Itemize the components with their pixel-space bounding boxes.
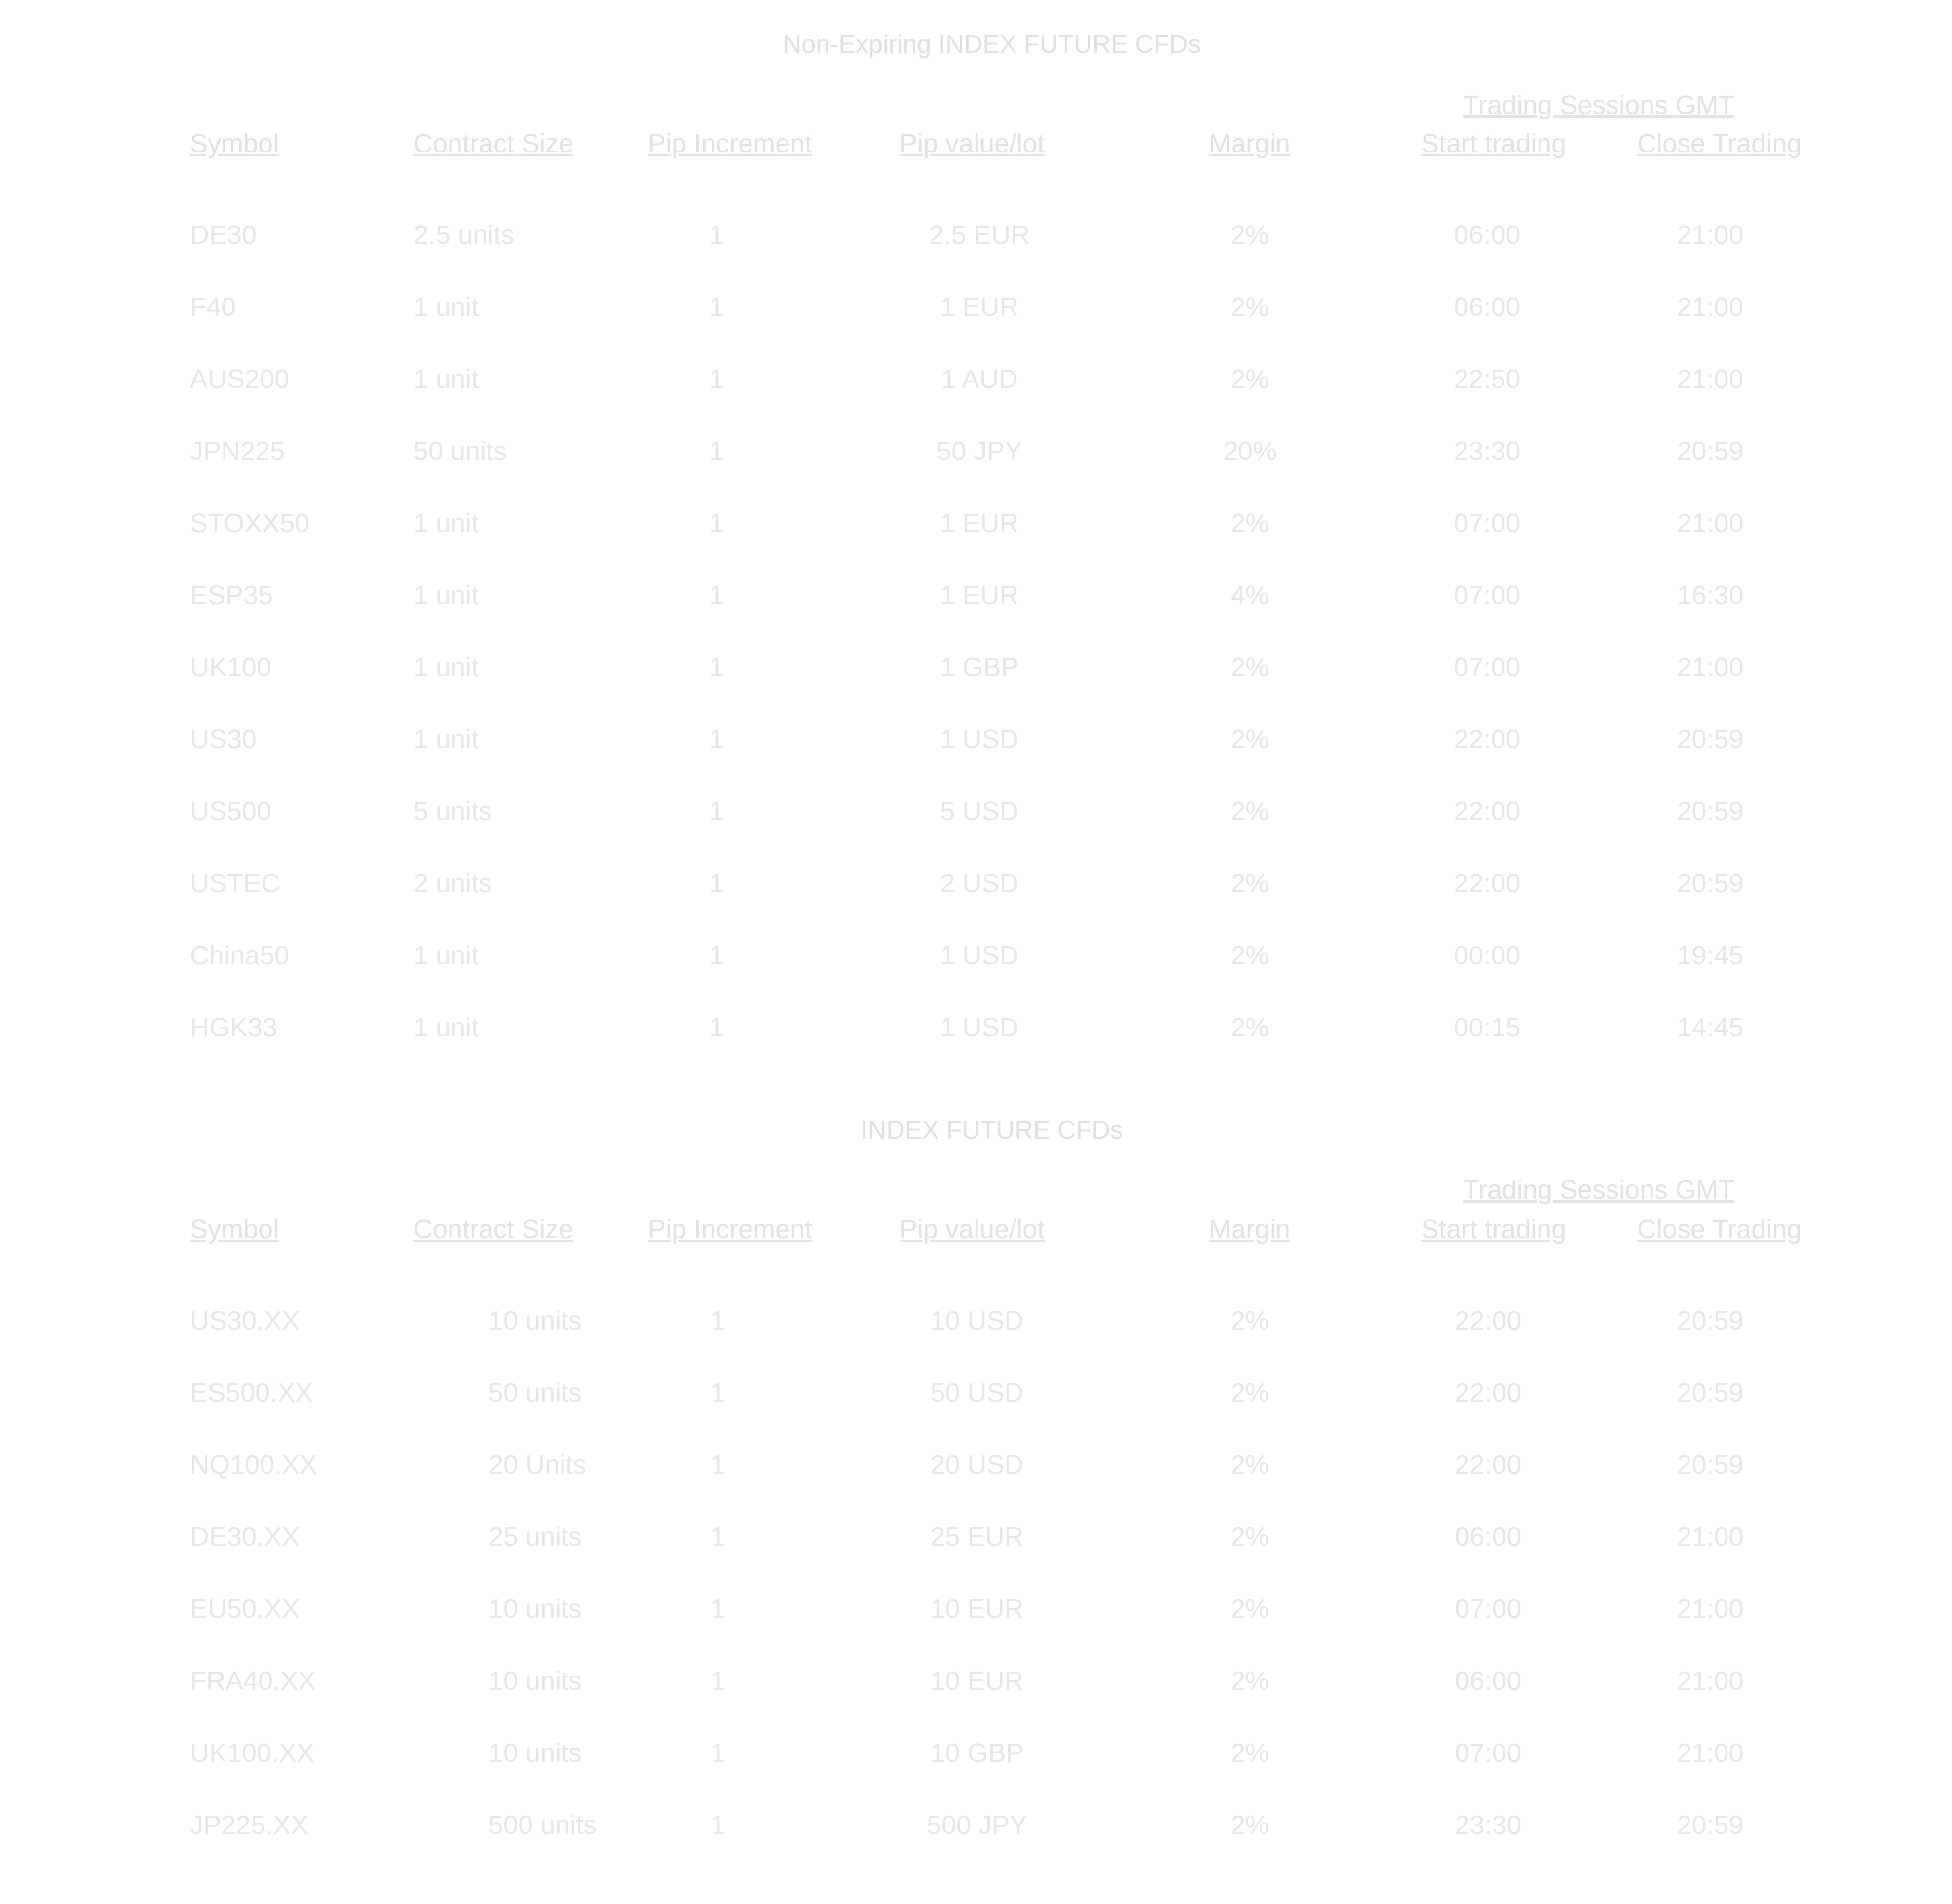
table-cell: 1: [709, 292, 724, 322]
col-head-close-trading: Close Trading: [1637, 1215, 1802, 1244]
table-cell: UK100: [190, 652, 272, 682]
table-cell: 2%: [1230, 652, 1270, 682]
table-cell: 2%: [1230, 220, 1270, 250]
table-cell: 21:00: [1677, 652, 1744, 682]
table-cell: 20:59: [1677, 1810, 1744, 1840]
table-cell: 5 units: [413, 797, 492, 826]
table-cell: 21:00: [1677, 1666, 1744, 1696]
table-cell: FRA40.XX: [190, 1666, 316, 1696]
col-head-margin: Margin: [1209, 129, 1291, 158]
table-cell: 1 USD: [940, 1013, 1019, 1042]
table-cell: 21:00: [1677, 508, 1744, 538]
table-cell: ESP35: [190, 580, 273, 610]
table-cell: UK100.XX: [190, 1738, 315, 1768]
table-cell: 1 unit: [413, 508, 479, 538]
table-cell: 500 units: [488, 1810, 597, 1840]
table-cell: 22:00: [1454, 797, 1521, 826]
table-cell: JP225.XX: [190, 1810, 309, 1840]
table-cell: 10 EUR: [930, 1594, 1024, 1624]
table-cell: 2%: [1230, 1013, 1270, 1042]
table-cell: 21:00: [1677, 1594, 1744, 1624]
table-cell: 10 units: [488, 1306, 582, 1335]
table-cell: F40: [190, 292, 236, 322]
col-head-pip-increment: Pip Increment: [648, 1215, 813, 1244]
table-cell: 10 units: [488, 1666, 582, 1696]
table-cell: 2%: [1230, 1594, 1270, 1624]
table-cell: 21:00: [1677, 1522, 1744, 1552]
table-cell: 2%: [1230, 292, 1270, 322]
table-cell: 21:00: [1677, 220, 1744, 250]
table-cell: 1 unit: [413, 292, 479, 322]
table-cell: 06:00: [1454, 220, 1521, 250]
table-cell: 1 AUD: [940, 364, 1018, 394]
col-head-symbol: Symbol: [190, 129, 279, 158]
table-cell: 20%: [1223, 436, 1277, 466]
table-cell: DE30.XX: [190, 1522, 300, 1552]
table-cell: 1: [709, 941, 724, 970]
table-cell: 50 USD: [930, 1378, 1024, 1408]
table-cell: 1 unit: [413, 364, 479, 394]
table-cell: 2%: [1230, 724, 1270, 754]
table-cell: 1 EUR: [940, 292, 1019, 322]
table-cell: 00:15: [1454, 1013, 1521, 1042]
table-cell: 22:00: [1454, 724, 1521, 754]
table-cell: 1: [709, 797, 724, 826]
table-cell: 1: [710, 1306, 726, 1335]
table-cell: 1 EUR: [940, 508, 1019, 538]
table-cell: 22:50: [1454, 364, 1521, 394]
table-cell: 00:00: [1454, 941, 1521, 970]
table-cell: 2%: [1230, 1810, 1270, 1840]
table-cell: 07:00: [1454, 508, 1521, 538]
table-cell: 23:30: [1455, 1810, 1522, 1840]
table-cell: 1: [709, 724, 724, 754]
table-cell: 20:59: [1677, 869, 1744, 898]
table-cell: 1: [709, 652, 724, 682]
table-cell: 2%: [1230, 1738, 1270, 1768]
table-cell: 23:30: [1454, 436, 1521, 466]
table-cell: 4%: [1230, 580, 1270, 610]
table-cell: 22:00: [1454, 869, 1521, 898]
table-cell: 20:59: [1677, 1450, 1744, 1480]
table-cell: 20:59: [1677, 1378, 1744, 1408]
table-cell: 06:00: [1455, 1522, 1522, 1552]
table-cell: 1: [710, 1738, 726, 1768]
table-cell: 1: [709, 220, 724, 250]
table-cell: 21:00: [1677, 292, 1744, 322]
table-cell: 1: [710, 1522, 726, 1552]
table-cell: 1: [710, 1450, 726, 1480]
col-head-contract-size: Contract Size: [413, 129, 574, 158]
table-cell: 2%: [1230, 508, 1270, 538]
table-cell: 2%: [1230, 1522, 1270, 1552]
table-cell: 07:00: [1454, 652, 1521, 682]
table-cell: 14:45: [1677, 1013, 1744, 1042]
table-cell: 1: [709, 869, 724, 898]
table-cell: 1: [709, 580, 724, 610]
table-title: Non-Expiring INDEX FUTURE CFDs: [783, 30, 1201, 59]
table-cell: 1 USD: [940, 724, 1019, 754]
table-cell: 1 USD: [940, 941, 1019, 970]
table-cell: 2%: [1230, 797, 1270, 826]
table-cell: 2%: [1230, 1666, 1270, 1696]
table-cell: China50: [190, 941, 290, 970]
table-cell: 07:00: [1455, 1594, 1522, 1624]
table-cell: ES500.XX: [190, 1378, 313, 1408]
table-cell: 1: [709, 1013, 724, 1042]
table-cell: 06:00: [1455, 1666, 1522, 1696]
table-cell: US30: [190, 724, 257, 754]
table-cell: 50 units: [488, 1378, 582, 1408]
table-cell: US500: [190, 797, 272, 826]
col-head-pip-value: Pip value/lot: [900, 129, 1045, 158]
table-cell: EU50.XX: [190, 1594, 300, 1624]
table-cell: USTEC: [190, 869, 281, 898]
table-cell: 1 EUR: [940, 580, 1019, 610]
table-cell: 1 unit: [413, 1013, 479, 1042]
table-cell: 10 GBP: [930, 1738, 1024, 1768]
table-cell: 20:59: [1677, 724, 1744, 754]
table-cell: 2%: [1230, 1378, 1270, 1408]
table-cell: 10 units: [488, 1738, 582, 1768]
table-cell: 20:59: [1677, 1306, 1744, 1335]
table-cell: 1 unit: [413, 652, 479, 682]
table-cell: 19:45: [1677, 941, 1744, 970]
table-cell: 1 unit: [413, 941, 479, 970]
table-title: INDEX FUTURE CFDs: [861, 1116, 1123, 1144]
col-head-pip-value: Pip value/lot: [900, 1215, 1045, 1244]
table-cell: 1 unit: [413, 580, 479, 610]
table-cell: 2 USD: [940, 869, 1019, 898]
table-cell: 50 JPY: [936, 436, 1023, 466]
table-cell: HGK33: [190, 1013, 278, 1042]
table-cell: 1: [709, 436, 724, 466]
table-cell: 10 units: [488, 1594, 582, 1624]
table-cell: 25 units: [488, 1522, 582, 1552]
trading-sessions-header: Trading Sessions GMT: [1463, 90, 1735, 120]
col-head-close-trading: Close Trading: [1637, 129, 1802, 158]
table-cell: 22:00: [1455, 1450, 1522, 1480]
table-cell: 20 Units: [488, 1450, 587, 1480]
table-cell: US30.XX: [190, 1306, 300, 1335]
table-cell: 06:00: [1454, 292, 1521, 322]
table-cell: 2.5 EUR: [929, 220, 1030, 250]
table-cell: 1: [710, 1378, 726, 1408]
trading-sessions-header: Trading Sessions GMT: [1463, 1175, 1735, 1205]
table-cell: 2%: [1230, 364, 1270, 394]
table-cell: 5 USD: [940, 797, 1019, 826]
table-cell: 1: [709, 508, 724, 538]
col-head-contract-size: Contract Size: [413, 1215, 574, 1244]
col-head-margin: Margin: [1209, 1215, 1291, 1244]
table-cell: 1: [709, 364, 724, 394]
col-head-start-trading: Start trading: [1421, 129, 1567, 158]
table-cell: 21:00: [1677, 364, 1744, 394]
table-cell: 1: [710, 1594, 726, 1624]
table-cell: 1: [710, 1666, 726, 1696]
table-cell: 20 USD: [930, 1450, 1024, 1480]
table-cell: 22:00: [1455, 1378, 1522, 1408]
table-cell: 25 EUR: [930, 1522, 1024, 1552]
table-cell: NQ100.XX: [190, 1450, 318, 1480]
table-cell: 21:00: [1677, 1738, 1744, 1768]
table-cell: 10 EUR: [930, 1666, 1024, 1696]
table-cell: 2%: [1230, 941, 1270, 970]
table-cell: 20:59: [1677, 797, 1744, 826]
table-cell: 1 GBP: [940, 652, 1019, 682]
table-cell: STOXX50: [190, 508, 310, 538]
table-cell: 1 unit: [413, 724, 479, 754]
table-cell: 2%: [1230, 869, 1270, 898]
table-cell: AUS200: [190, 364, 290, 394]
col-head-symbol: Symbol: [190, 1215, 279, 1244]
table-cell: DE30: [190, 220, 257, 250]
table-cell: 22:00: [1455, 1306, 1522, 1335]
col-head-pip-increment: Pip Increment: [648, 129, 813, 158]
table-cell: 10 USD: [930, 1306, 1024, 1335]
table-cell: 2 units: [413, 869, 492, 898]
table-cell: 50 units: [413, 436, 507, 466]
table-cell: 500 JPY: [926, 1810, 1028, 1840]
table-cell: 2%: [1230, 1306, 1270, 1335]
col-head-start-trading: Start trading: [1421, 1215, 1567, 1244]
table-cell: 2.5 units: [413, 220, 515, 250]
table-cell: 07:00: [1454, 580, 1521, 610]
table-cell: 1: [710, 1810, 726, 1840]
table-cell: 07:00: [1455, 1738, 1522, 1768]
table-cell: 2%: [1230, 1450, 1270, 1480]
table-cell: 20:59: [1677, 436, 1744, 466]
table-cell: JPN225: [190, 436, 285, 466]
table-cell: 16:30: [1677, 580, 1744, 610]
